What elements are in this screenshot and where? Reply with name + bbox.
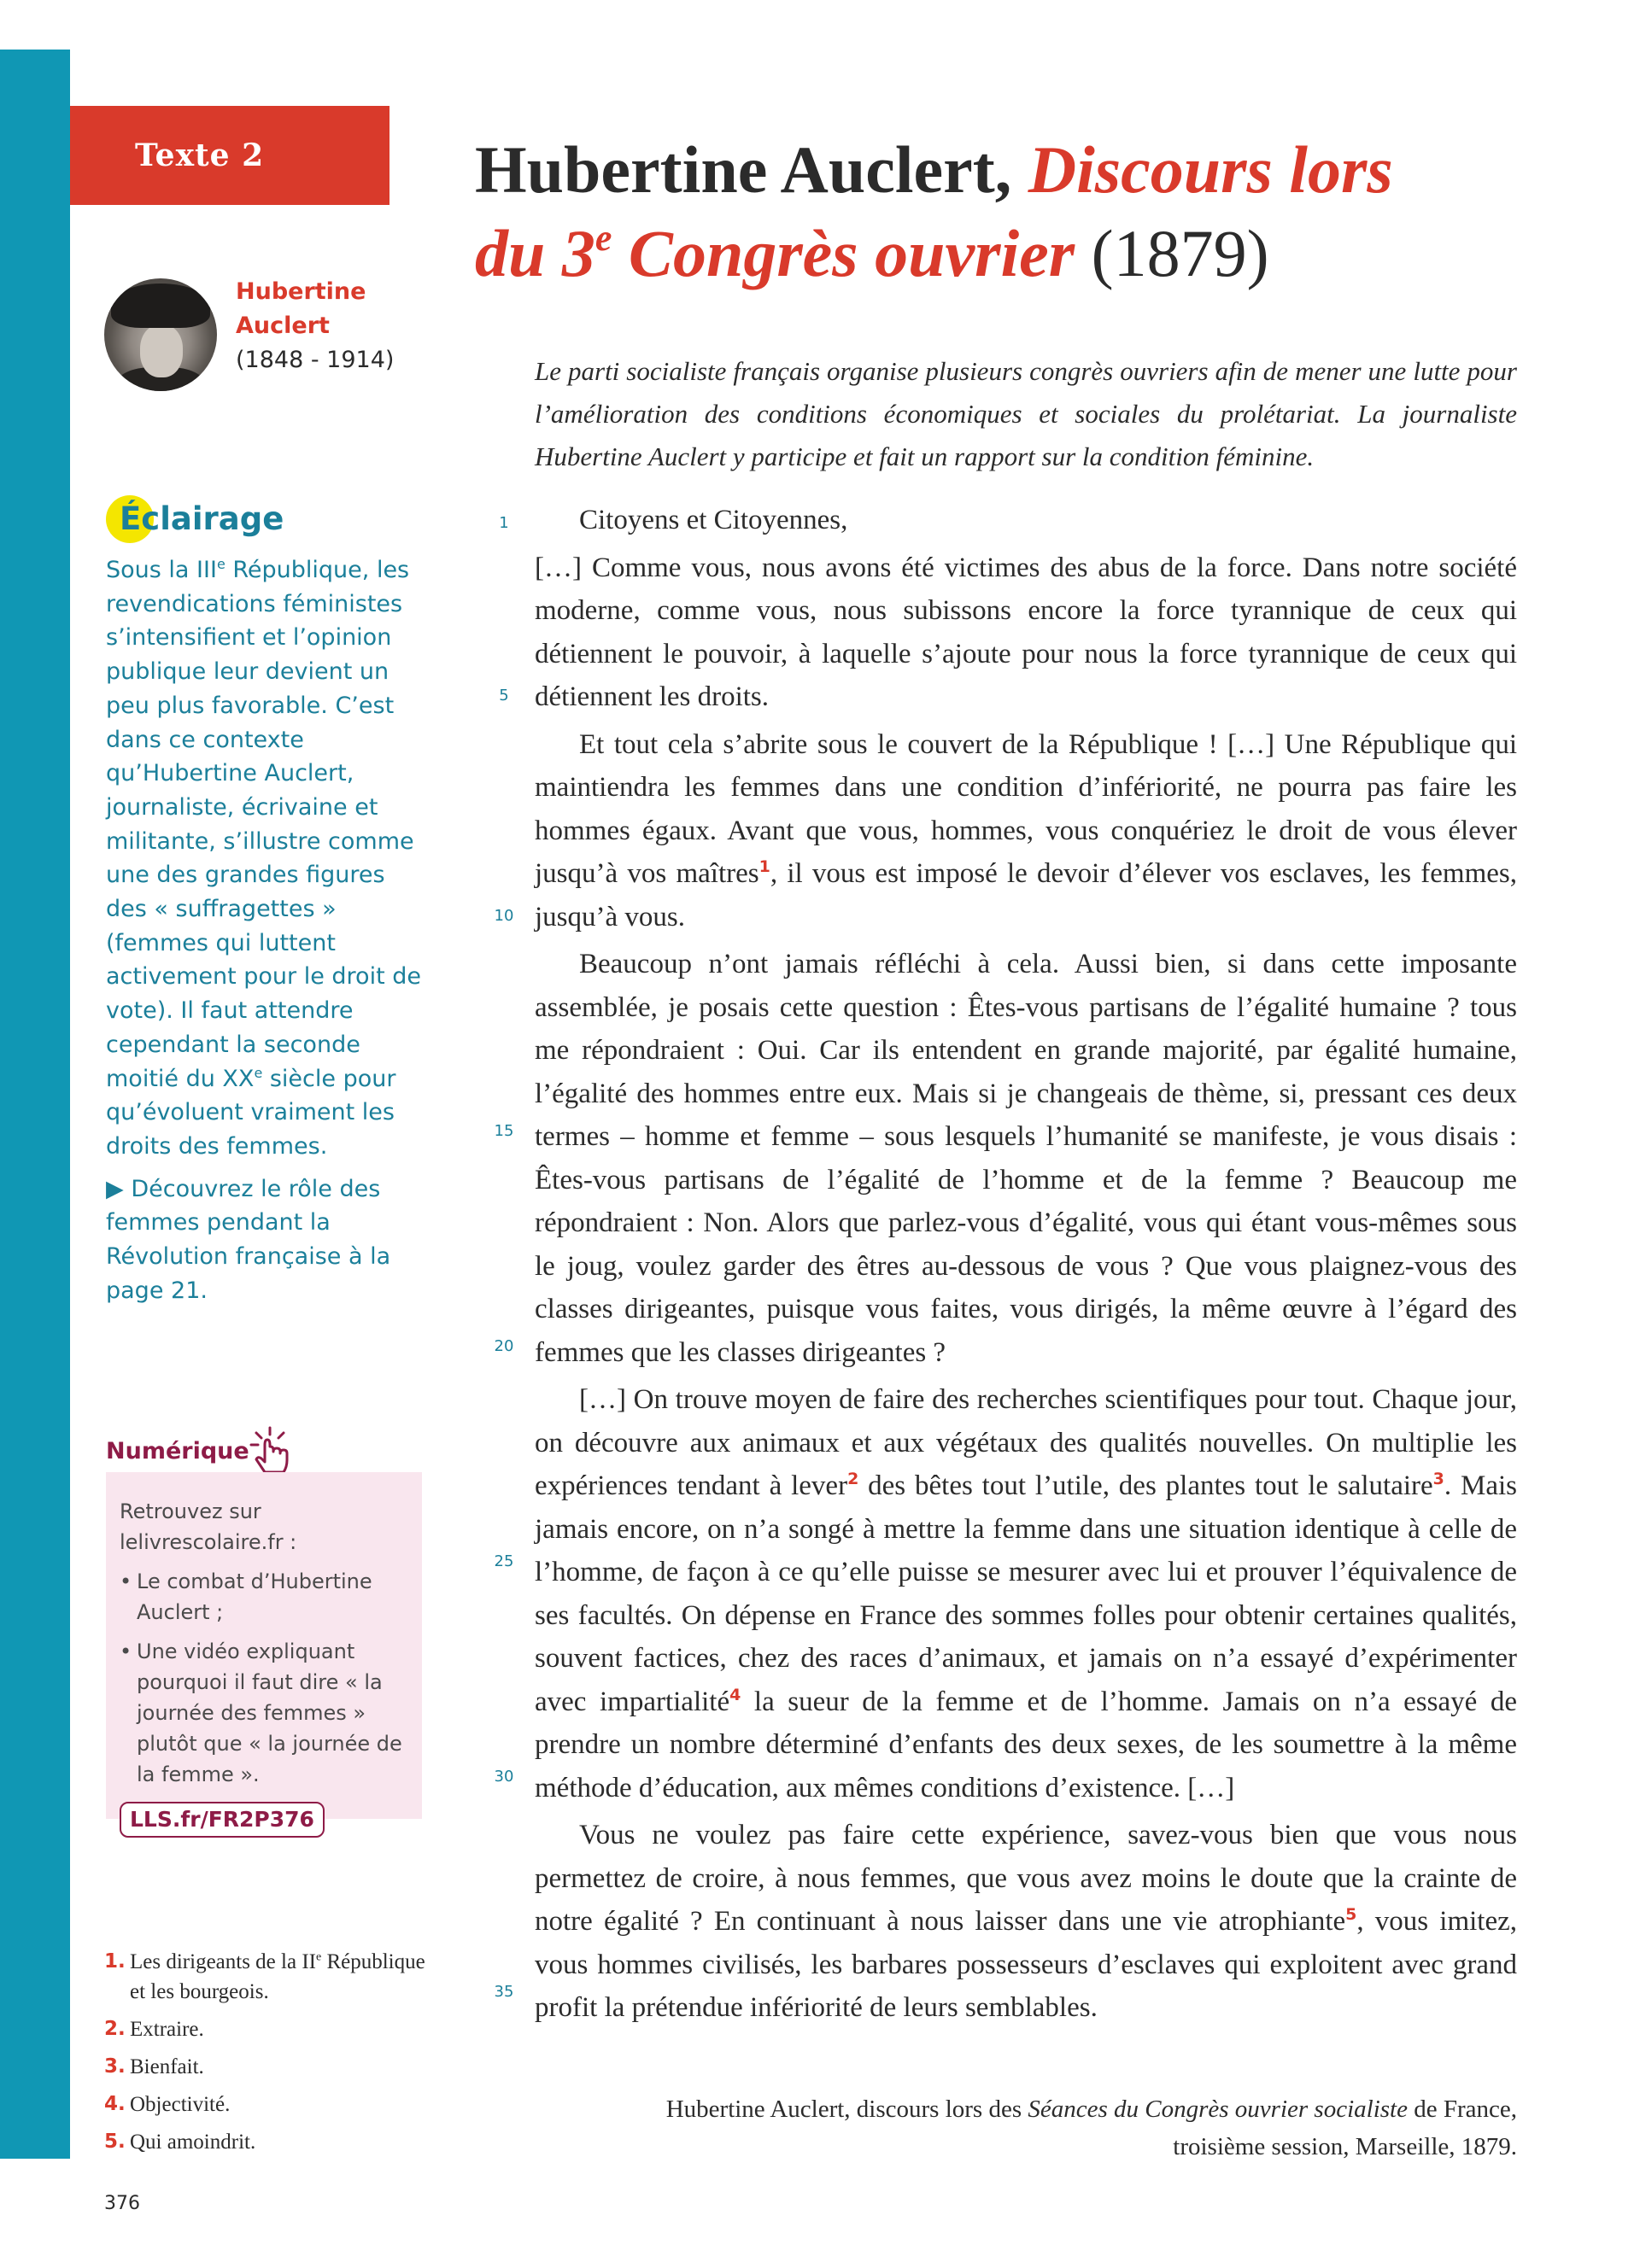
footnote-ref: 5 (1345, 1905, 1357, 1924)
footnote-number: 5. (104, 2131, 126, 2153)
footnote (104, 2090, 429, 2119)
numerique-list (120, 1566, 408, 1790)
page-title (475, 128, 1551, 295)
numerique-item: • Une vidéo expliquant pourquoi il faut dire « la journée des femmes » plutôt que « la journée de la femme ». (120, 1636, 408, 1790)
eclairage-paragraph (106, 553, 422, 1164)
footnote-ref: 2 (847, 1470, 859, 1488)
text-span: des bêtes tout l’utile, des plantes tout le salutaire (858, 1470, 1433, 1501)
source-line-1 (535, 2090, 1517, 2128)
eclairage-title: Éclairage (120, 500, 284, 537)
source-citation (535, 2090, 1517, 2166)
sidebar-color-band (0, 50, 70, 2159)
footnotes (104, 1947, 429, 2165)
text-paragraph (535, 1814, 1517, 2030)
numerique-title: Numérique (106, 1438, 249, 1464)
line-number: 15 (494, 1122, 514, 1140)
numerique-intro: Retrouvez sur lelivrescolaire.fr : (120, 1499, 297, 1554)
eclairage-body (106, 553, 422, 1316)
footnote (104, 2014, 429, 2044)
lls-link[interactable]: LLS.fr/FR2P376 (120, 1802, 325, 1838)
footnote (104, 1947, 429, 2007)
line-number: 25 (494, 1552, 514, 1570)
footnote-ref: 3 (1432, 1470, 1444, 1488)
text-span: . Mais jamais encore, on n’a songé à mettre la femme dans une situation identique à celle de l’homme, de façon à ce qu’elle puisse se mesurer avec lui et prouver l’équivalence de ses facultés. On dépense en France des sommes folles pour obtenir certaines qualités, souvent factices, chez des races d’animaux, et jamais on n’a essayé d’expérimenter avec impartialité (535, 1470, 1518, 1717)
page-number: 376 (104, 2193, 140, 2214)
texte-badge (70, 106, 390, 205)
footnote-text: Extraire. (130, 2018, 204, 2041)
text-paragraph (535, 723, 1517, 939)
title-year: (1879) (1091, 216, 1269, 290)
texte-badge-label: Texte 2 (135, 137, 265, 173)
portrait-hat (111, 284, 210, 328)
eclairage-sup-1: e (216, 556, 226, 572)
text-span: […] On trouve moyen de faire des recherches scientifiques pour tout. Chaque jour, on découvre aux animaux et aux végétaux des qualités nouvelles. On multiplie les expériences tendant à lever (535, 1384, 1517, 1501)
title-sup: e (594, 217, 612, 259)
source-text: Hubertine Auclert, discours lors des (665, 2096, 1028, 2123)
footnote-number: 4. (104, 2093, 126, 2115)
eclairage-text-3: siècle pour qu’évoluent vraiment les droits des femmes. (106, 1065, 396, 1160)
text-span: Et tout cela s’abrite sous le couvert de la République ! […] Une République qui maintiendra les femmes dans une condition d’infériorité, ne pourra pas faire les hommes égaux. Avant que vous, hommes, vous conquériez le droit de vous élever jusqu’à vos maîtres (535, 728, 1517, 889)
footnote-text: Les dirigeants de la II (130, 1950, 316, 1973)
author-portrait (104, 278, 217, 391)
author-name: Hubertine Auclert (236, 278, 366, 339)
text-paragraph-salutation: Citoyens et Citoyennes, (579, 505, 848, 535)
text-span: , il vous est imposé le devoir d’élever vos esclaves, les femmes, jusqu’à vous. (535, 858, 1517, 932)
title-work-congres: Congrès ouvrier (612, 216, 1075, 290)
main-text (535, 499, 1517, 2034)
text-span: Vous ne voulez pas faire cette expérience, savez-vous bien que vous nous permettez de croire, à nous femmes, que vous avez moins le doute que la crainte de notre égalité ? En continuant à nous laisser dans une vie atrophiante (535, 1820, 1517, 1937)
footnote (104, 2052, 429, 2082)
footnote (104, 2127, 429, 2157)
line-number: 10 (494, 907, 514, 925)
pointing-hand-icon (244, 1424, 299, 1479)
footnote-ref: 1 (758, 857, 770, 876)
text-paragraph: […] Comme vous, nous avons été victimes des abus de la force. Dans notre société moderne, comme vous, nous subissons encore la force tyrannique de ceux qui détiennent le pouvoir, à laquelle s’ajoute pour nous la force tyrannique de ceux qui détiennent les droits. (535, 552, 1517, 712)
title-author: Hubertine Auclert, (475, 132, 1012, 207)
text-span: , vous imitez, vous hommes civilisés, les barbares possesseurs d’esclaves qui exploitent avec grand profit la prétendue infériorité de leurs semblables. (535, 1906, 1517, 2023)
intro-paragraph: Le parti socialiste français organise plusieurs congrès ouvriers afin de mener une lutte pour l’amélioration des conditions économiques et sociales du prolétariat. La journaliste Hubertine Auclert y participe et fait un rapport sur la condition féminine. (535, 356, 1517, 471)
line-number: 20 (494, 1337, 514, 1355)
line-number: 30 (494, 1768, 514, 1786)
numerique-item: • Le combat d’Hubertine Auclert ; (120, 1566, 408, 1628)
source-line-2: troisième session, Marseille, 1879. (1173, 2133, 1517, 2160)
footnote-ref: 4 (729, 1685, 741, 1704)
text-paragraph: Beaucoup n’ont jamais réfléchi à cela. Aussi bien, si dans cette imposante assemblée, je posais cette question : Êtes-vous partisans de l’égalité humaine ? tous me répondraient : Oui. Car ils entendent en grande majorité, par égalité humaine, l’égalité des hommes entre eux. Mais si je changeais de thème, si, pressant ces deux termes – homme et femme – sous lesquels l’humanité se manifeste, je vous disais : Êtes-vous partisans de l’égalité de l’homme et de la femme ? Beaucoup me répondraient : Non. Alors que parlez-vous d’égalité, vous qui étant vous-mêmes sous le joug, voulez garder des êtres au-dessous de vous ? Que vous plaignez-vous des classes dirigeantes, puisque vous faites, vous dirigés, la même œuvre à l’égard des femmes que les classes dirigeantes ? (535, 949, 1517, 1368)
footnote-number: 3. (104, 2055, 126, 2078)
footnote-number: 1. (104, 1950, 126, 1973)
source-text-end: de France, (1407, 2096, 1517, 2123)
eclairage-sup-2: e (254, 1064, 263, 1081)
footnote-sup: e (315, 1950, 322, 1964)
footnote-text: Bienfait. (130, 2055, 204, 2078)
footnote-text-end: République et les bourgeois. (130, 1950, 425, 2003)
title-work-du: du 3 (475, 216, 595, 290)
text-span: la sueur de la femme et de l’homme. Jamais on n’a essayé de prendre un nombre déterminé d’enfants des deux sexes, de les soumettre à la même méthode d’éducation, aux mêmes conditions d’existence. […] (535, 1686, 1517, 1803)
title-work-part1: Discours lors (1028, 132, 1393, 207)
portrait-face (140, 324, 183, 377)
eclairage-text-1: Sous la III (106, 557, 217, 583)
source-title: Séances du Congrès ouvrier socialiste (1028, 2096, 1408, 2123)
eclairage-text-2: République, les revendications féministes s’intensifient et l’opinion publique leur devient un peu plus favorable. C’est dans ce contexte qu’Hubertine Auclert, journaliste, écrivaine et militante, s’illustre comme une des grandes figures des « suffragettes » (femmes qui luttent activement pour le droit de vote). Il faut attendre cependant la seconde moitié du XX (106, 557, 421, 1092)
line-number: 1 (499, 514, 509, 532)
eclairage-link[interactable]: ▶ Découvrez le rôle des femmes pendant la Révolution française à la page 21. (106, 1175, 391, 1304)
footnote-text: Objectivité. (130, 2093, 231, 2116)
author-dates: (1848 - 1914) (236, 347, 395, 373)
line-number: 5 (499, 687, 509, 704)
line-number: 35 (494, 1983, 514, 2001)
title-work-part2 (475, 216, 1075, 290)
numerique-box (106, 1472, 422, 1832)
footnote-text: Qui amoindrit. (130, 2131, 256, 2154)
footnote-number: 2. (104, 2018, 126, 2040)
text-paragraph (535, 1378, 1517, 1809)
